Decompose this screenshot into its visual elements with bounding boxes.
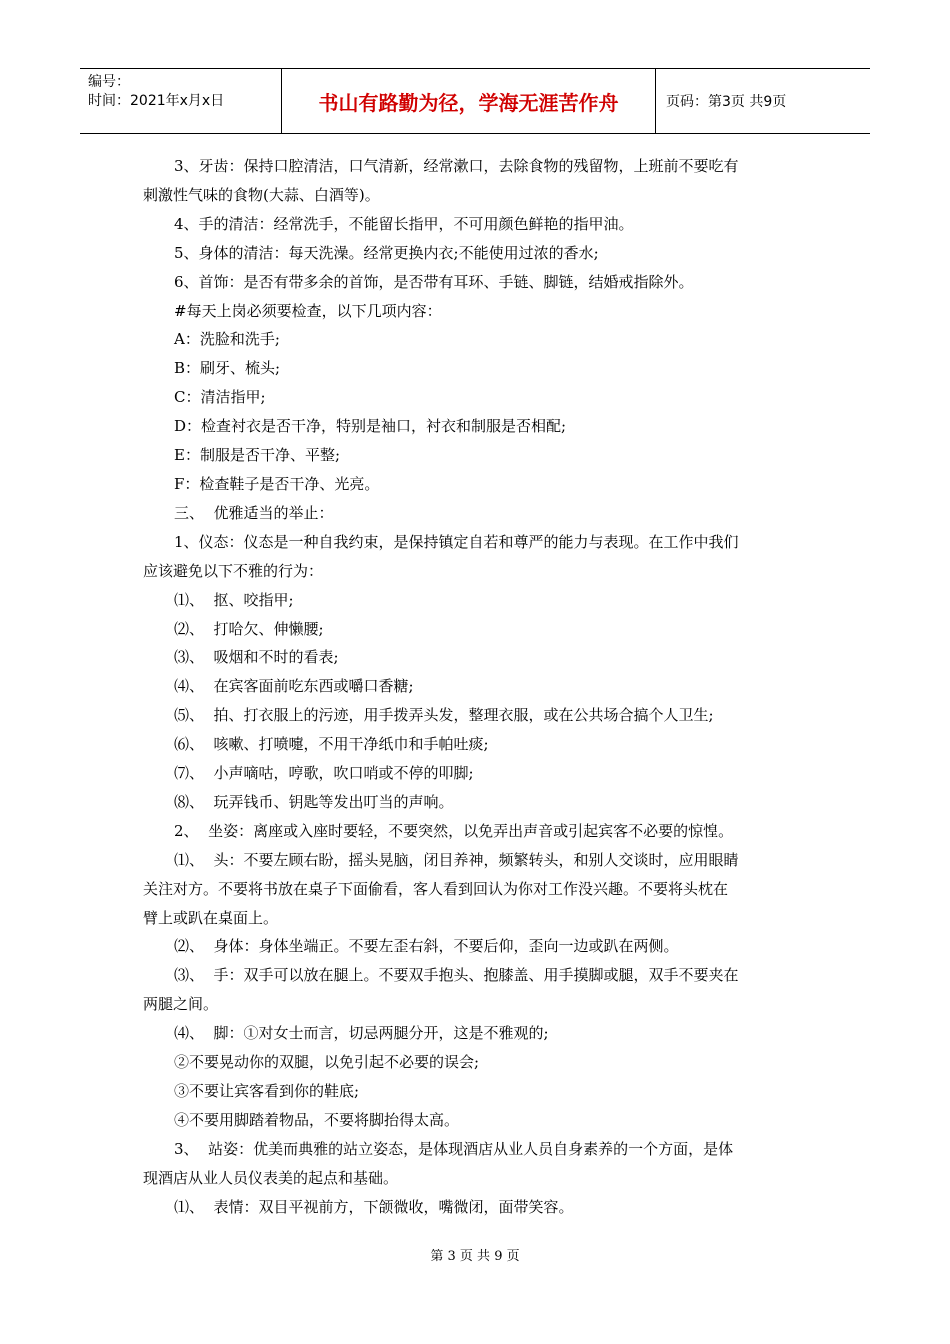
section-heading: 三、 优雅适当的举止： bbox=[174, 503, 334, 522]
paragraph: 现酒店从业人员仪表美的起点和基础。 bbox=[143, 1168, 399, 1187]
list-item: ⑵、 身体：身体坐端正。不要左歪右斜，不要后仰，歪向一边或趴在两侧。 bbox=[174, 937, 679, 956]
paragraph: 关注对方。不要将书放在桌子下面偷看，客人看到回认为你对工作没兴趣。不要将头枕在 bbox=[143, 879, 729, 898]
list-item: ⑺、 小声嘀咕，哼歌，吹口哨或不停的叩脚; bbox=[174, 764, 474, 783]
document-body bbox=[143, 152, 807, 1222]
paragraph: 3、牙齿：保持口腔清洁，口气清新，经常漱口，去除食物的残留物，上班前不要吃有 bbox=[174, 157, 739, 175]
list-item: ⑵、 打哈欠、伸懒腰; bbox=[174, 619, 324, 638]
document-number-label: 编号： bbox=[88, 74, 130, 90]
page-header bbox=[80, 68, 870, 134]
checklist-item: B：刷牙、梳头; bbox=[174, 359, 281, 378]
paragraph: 5、身体的清洁：每天洗澡。经常更换内衣;不能使用过浓的香水; bbox=[174, 243, 599, 262]
list-item: ⑶、 吸烟和不时的看表; bbox=[174, 648, 339, 667]
header-page-code: 页码：第3页 共9页 bbox=[666, 94, 787, 110]
header-motto: 书山有路勤为径，学海无涯苦作舟 bbox=[282, 69, 656, 133]
paragraph: #每天上岗必须要检查，以下几项内容： bbox=[174, 301, 442, 320]
checklist-item: E：制服是否干净、平整; bbox=[174, 446, 341, 465]
list-item: ④不要用脚踏着物品，不要将脚抬得太高。 bbox=[174, 1110, 460, 1129]
list-item: ②不要晃动你的双腿，以免引起不必要的误会; bbox=[174, 1053, 480, 1072]
list-item: ⑴、 表情：双目平视前方，下颌微收，嘴微闭，面带笑容。 bbox=[174, 1197, 574, 1216]
list-item: ⑷、 在宾客面前吃东西或嚼口香糖; bbox=[174, 677, 414, 696]
list-item: ⑴、 抠、咬指甲; bbox=[174, 590, 294, 609]
paragraph: 臂上或趴在桌面上。 bbox=[143, 908, 279, 927]
paragraph: 应该避免以下不雅的行为： bbox=[143, 561, 324, 580]
list-item: ⑻、 玩弄钱币、钥匙等发出叮当的声响。 bbox=[174, 792, 454, 811]
paragraph: 1、仪态：仪态是一种自我约束，是保持镇定自若和尊严的能力与表现。在工作中我们 bbox=[174, 532, 739, 551]
list-item: ⑷、 脚：①对女士而言，切忌两腿分开，这是不雅观的; bbox=[174, 1024, 549, 1043]
paragraph: 4、手的清洁：经常洗手，不能留长指甲，不可用颜色鲜艳的指甲油。 bbox=[174, 214, 634, 233]
paragraph: 2、 坐姿：离座或入座时要轻，不要突然，以免弄出声音或引起宾客不必要的惊惶。 bbox=[174, 821, 734, 840]
list-item: ⑶、 手：双手可以放在腿上。不要双手抱头、抱膝盖、用手摸脚或腿，双手不要夹在 bbox=[174, 966, 739, 985]
checklist-item: D：检查衬衣是否干净，特别是袖口，衬衣和制服是否相配; bbox=[174, 417, 567, 436]
paragraph: 两腿之间。 bbox=[143, 995, 219, 1014]
checklist-item: A：洗脸和洗手; bbox=[174, 330, 280, 349]
paragraph: 3、 站姿：优美而典雅的站立姿态，是体现酒店从业人员自身素养的一个方面，是体 bbox=[174, 1139, 734, 1158]
paragraph: 6、首饰：是否有带多余的首饰，是否带有耳环、手链、脚链，结婚戒指除外。 bbox=[174, 272, 694, 291]
checklist-item: F：检查鞋子是否干净、光亮。 bbox=[174, 474, 380, 493]
paragraph: 刺激性气味的食物(大蒜、白酒等)。 bbox=[143, 185, 380, 204]
list-item: ⑴、 头：不要左顾右盼，摇头晃脑，闭目养神，频繁转头，和别人交谈时，应用眼睛 bbox=[174, 850, 739, 869]
header-meta bbox=[80, 69, 282, 133]
document-date: 时间：2021年x月x日 bbox=[88, 93, 225, 109]
list-item: ③不要让宾客看到你的鞋底; bbox=[174, 1082, 360, 1100]
list-item: ⑸、 拍、打衣服上的污迹，用手拨弄头发，整理衣服，或在公共场合搞个人卫生; bbox=[174, 706, 714, 725]
checklist-item: C：清洁指甲; bbox=[174, 388, 266, 407]
list-item: ⑹、 咳嗽、打喷嚏，不用干净纸巾和手帕吐痰; bbox=[174, 735, 489, 754]
page-footer: 第 3 页 共 9 页 bbox=[430, 1249, 520, 1264]
